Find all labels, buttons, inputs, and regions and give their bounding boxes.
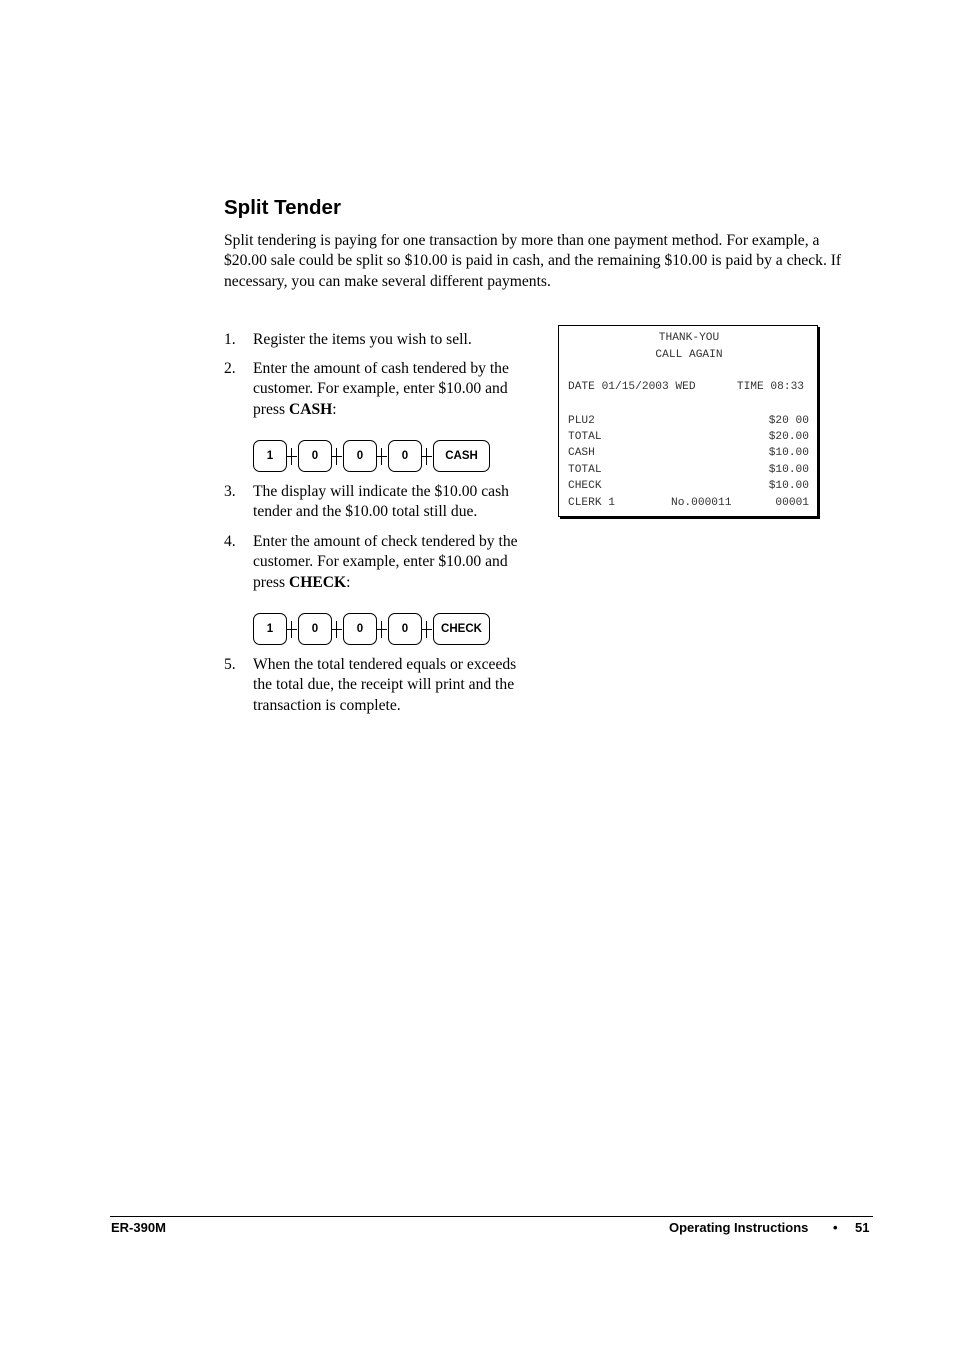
- receipt-date-line: [568, 381, 809, 397]
- receipt-clerk: CLERK 1: [568, 497, 615, 509]
- footer-model: ER-390M: [111, 1220, 166, 1235]
- step-text: Register the items you wish to sell.: [253, 331, 472, 348]
- step-number: 4.: [224, 533, 236, 550]
- key-connector: [332, 629, 342, 630]
- receipt-header-call-again: CALL AGAIN: [655, 349, 723, 361]
- receipt-counter: 00001: [775, 497, 809, 509]
- receipt-number: No.000011: [671, 497, 732, 509]
- key-connector: [377, 629, 387, 630]
- step-number: 1.: [224, 331, 236, 348]
- key-1: 1: [253, 440, 287, 472]
- key-sequence-cash: [253, 440, 493, 474]
- step-number: 3.: [224, 483, 236, 500]
- receipt-line: CASH $10.00: [568, 447, 809, 459]
- key-connector: [287, 456, 297, 457]
- footer-bullet: •: [833, 1220, 838, 1235]
- step-text: The display will indicate the $10.00 cash tender and the $10.00 total still due.: [253, 483, 509, 521]
- key-connector: [332, 456, 342, 457]
- step-text: When the total tendered equals or exceeds the total due, the receipt will print and the transaction is complete.: [253, 656, 517, 714]
- key-connector: [287, 629, 297, 630]
- footer-section: Operating Instructions: [669, 1220, 809, 1235]
- key-connector: [422, 456, 432, 457]
- receipt-line: TOTAL $20.00: [568, 431, 809, 443]
- key-0: 0: [298, 440, 332, 472]
- cash-key-name: CASH: [288, 400, 333, 418]
- check-key-name: CHECK: [288, 573, 347, 591]
- section-title: Split Tender: [224, 196, 341, 219]
- footer-page-number: 51: [855, 1220, 870, 1235]
- key-connector: [422, 629, 432, 630]
- key-0: 0: [298, 613, 332, 645]
- footer-rule: [110, 1216, 873, 1217]
- receipt-line: CHECK $10.00: [568, 480, 809, 492]
- key-0: 0: [388, 613, 422, 645]
- receipt-time: TIME 08:33: [736, 381, 804, 393]
- receipt-date: DATE 01/15/2003 WED: [568, 381, 696, 393]
- receipt-clerk-line: [568, 497, 809, 513]
- step-number: 2.: [224, 360, 236, 377]
- step-number: 5.: [224, 656, 236, 673]
- key-connector: [377, 456, 387, 457]
- key-0: 0: [388, 440, 422, 472]
- key-cash: CASH: [433, 440, 490, 472]
- step-text: Enter the amount of cash tendered by the customer. For example, enter $10.00 and press CASH:: [253, 360, 509, 418]
- key-check: CHECK: [433, 613, 490, 645]
- intro-paragraph: Split tendering is paying for one transaction by more than one payment method. For example, a $20.00 sale could be split so $10.00 is paid in cash, and the remaining $10.00 is paid by a check. If necessary, you can make several different payments.: [224, 232, 842, 290]
- receipt-line: PLU2 $20 00: [568, 415, 809, 427]
- key-0: 0: [343, 613, 377, 645]
- receipt-sample: [558, 325, 818, 517]
- key-0: 0: [343, 440, 377, 472]
- step-text: Enter the amount of check tendered by the customer. For example, enter $10.00 and press CHECK:: [253, 533, 518, 591]
- receipt-line: TOTAL $10.00: [568, 464, 809, 476]
- key-sequence-check: [253, 613, 493, 647]
- key-1: 1: [253, 613, 287, 645]
- receipt-header-thanks: THANK-YOU: [658, 332, 720, 344]
